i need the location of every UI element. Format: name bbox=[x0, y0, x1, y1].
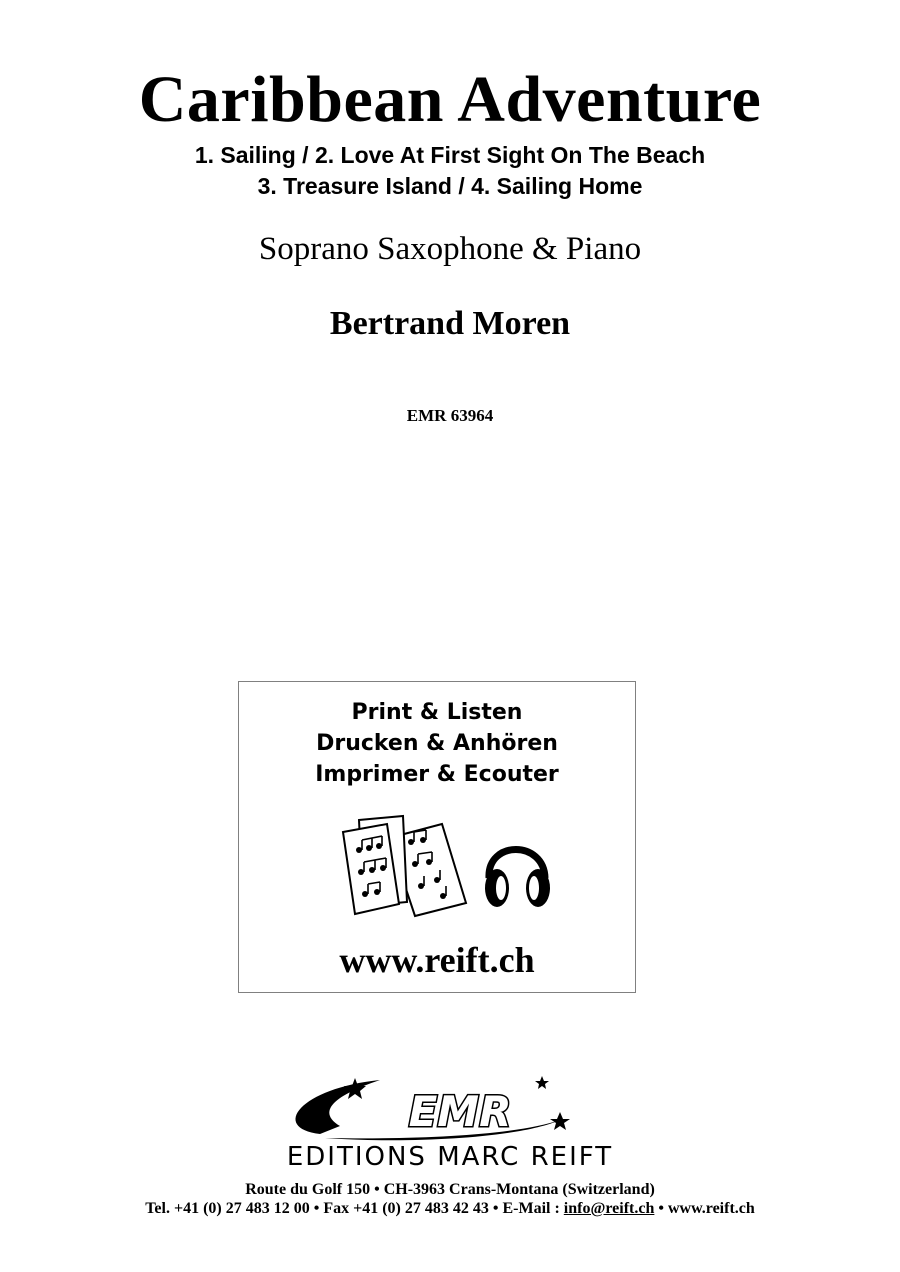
movement-list-line-1: 1. Sailing / 2. Love At First Sight On The Beach bbox=[194, 142, 706, 168]
contact-website: • www.reift.ch bbox=[654, 1200, 755, 1217]
promo-line-german: Drucken & Anhören bbox=[316, 731, 558, 756]
catalog-number: EMR 63964 bbox=[406, 406, 494, 425]
publisher-address: Route du Golf 150 • CH-3963 Crans-Montana (Switzerland) bbox=[245, 1181, 655, 1198]
instrumentation: Soprano Saxophone & Piano bbox=[258, 231, 642, 267]
contact-phone-fax: Tel. +41 (0) 27 483 12 00 • Fax +41 (0) 27 483 42 43 • E-Mail : bbox=[145, 1200, 564, 1217]
composer-name: Bertrand Moren bbox=[329, 305, 571, 342]
headphones-icon bbox=[485, 850, 550, 908]
promo-line-english: Print & Listen bbox=[351, 700, 523, 725]
promo-line-french: Imprimer & Ecouter bbox=[315, 762, 559, 787]
promo-website: www.reift.ch bbox=[339, 940, 535, 980]
email-link[interactable]: info@reift.ch bbox=[563, 1200, 655, 1217]
movement-list-line-2: 3. Treasure Island / 4. Sailing Home bbox=[257, 173, 643, 199]
publisher-name: EDITIONS MARC REIFT bbox=[286, 1142, 614, 1172]
logo-mark: EMR bbox=[408, 1087, 512, 1136]
publisher-contact bbox=[0, 1199, 900, 1219]
promo-icons bbox=[339, 810, 559, 920]
score-title: Caribbean Adventure bbox=[138, 63, 762, 136]
print-listen-box bbox=[238, 681, 636, 993]
sheet-music-icon bbox=[343, 816, 466, 916]
